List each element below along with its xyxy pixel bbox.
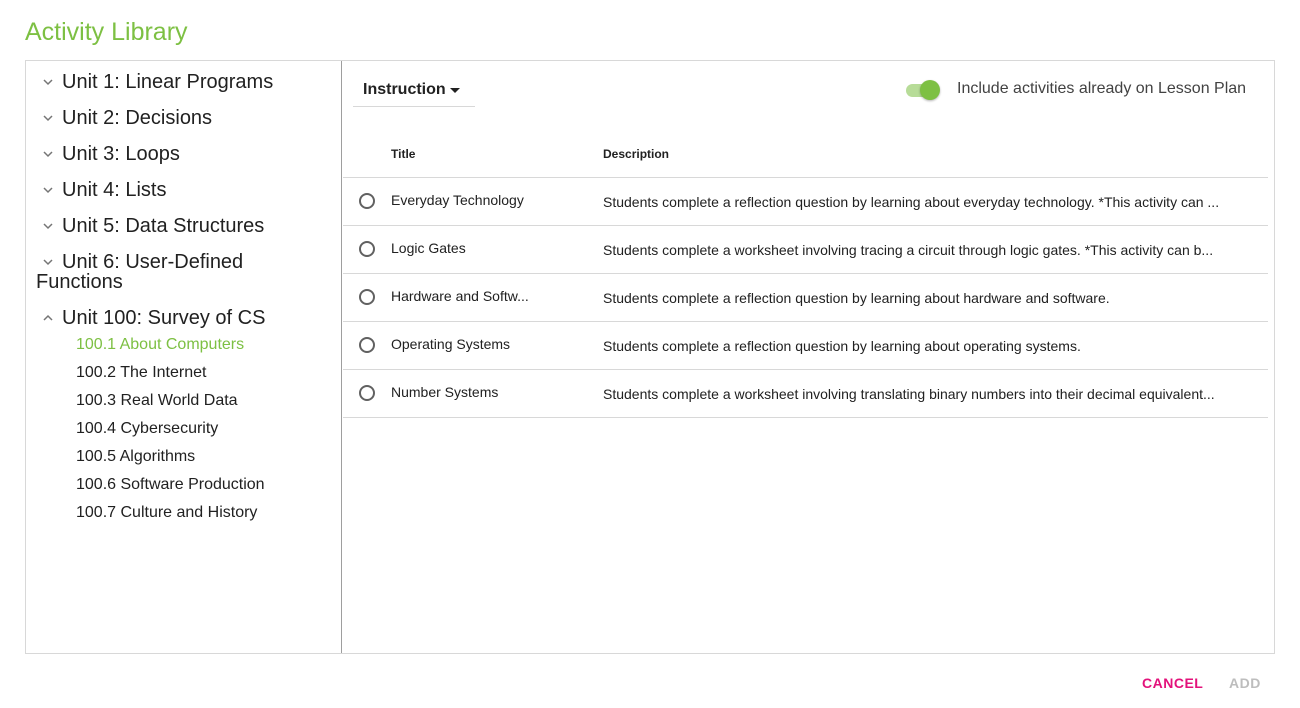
- sidebar-lesson-100-1[interactable]: 100.1 About Computers: [76, 336, 245, 353]
- radio-unchecked-icon[interactable]: [359, 385, 375, 401]
- column-header-title[interactable]: Title: [391, 147, 416, 161]
- activity-list-panel: [343, 61, 1275, 653]
- add-button[interactable]: ADD: [1229, 675, 1261, 691]
- radio-unchecked-icon[interactable]: [359, 289, 375, 305]
- chevron-down-icon: [42, 184, 54, 196]
- sidebar-lesson-100-3[interactable]: 100.3 Real World Data: [76, 392, 238, 409]
- sidebar-unit-label: Unit 2: Decisions: [62, 107, 213, 129]
- sidebar-lesson-100-4[interactable]: 100.4 Cybersecurity: [76, 420, 219, 437]
- chevron-down-icon: [42, 220, 54, 232]
- toggle-thumb: [920, 80, 940, 100]
- unit-sidebar: [26, 61, 342, 653]
- caret-down-icon: [450, 88, 460, 93]
- dialog-title: Activity Library: [25, 18, 188, 46]
- sidebar-unit-label-continued: Functions: [36, 271, 123, 293]
- activity-description: Students complete a worksheet involving translating binary numbers into their decimal equivalent...: [603, 386, 1215, 402]
- sidebar-unit-label: Unit 5: Data Structures: [62, 215, 265, 237]
- sidebar-unit-label: Unit 3: Loops: [62, 143, 180, 165]
- activity-title: Logic Gates: [391, 240, 466, 256]
- sidebar-unit-6[interactable]: [36, 252, 336, 292]
- chevron-down-icon: [42, 112, 54, 124]
- activity-description: Students complete a worksheet involving tracing a circuit through logic gates. *This activity can b...: [603, 242, 1214, 258]
- chevron-down-icon: [42, 256, 54, 268]
- include-existing-toggle[interactable]: [904, 79, 942, 101]
- activity-table: [343, 131, 1268, 418]
- sidebar-lesson-100-6[interactable]: 100.6 Software Production: [76, 476, 265, 493]
- cancel-button[interactable]: CANCEL: [1142, 675, 1204, 691]
- chevron-down-icon: [42, 148, 54, 160]
- activity-description: Students complete a reflection question by learning about hardware and software.: [603, 290, 1110, 306]
- table-header: [343, 131, 1268, 178]
- activity-description: Students complete a reflection question by learning about operating systems.: [603, 338, 1081, 354]
- table-row[interactable]: [343, 274, 1268, 322]
- sidebar-unit-label: Unit 6: User-Defined: [62, 251, 244, 273]
- chevron-down-icon: [42, 76, 54, 88]
- table-row[interactable]: [343, 322, 1268, 370]
- chevron-up-icon: [42, 312, 54, 324]
- include-existing-label: Include activities already on Lesson Plan: [957, 80, 1247, 97]
- sidebar-unit-label: Unit 100: Survey of CS: [62, 307, 266, 329]
- radio-unchecked-icon[interactable]: [359, 241, 375, 257]
- sidebar-lesson-100-5[interactable]: 100.5 Algorithms: [76, 448, 196, 465]
- activity-description: Students complete a reflection question by learning about everyday technology. *This activity can ...: [603, 194, 1220, 210]
- sidebar-lesson-100-7[interactable]: 100.7 Culture and History: [76, 504, 258, 521]
- sidebar-unit-label: Unit 1: Linear Programs: [62, 71, 274, 93]
- radio-unchecked-icon[interactable]: [359, 193, 375, 209]
- activity-title: Number Systems: [391, 384, 499, 400]
- table-row[interactable]: [343, 178, 1268, 226]
- sidebar-lesson-100-2[interactable]: 100.2 The Internet: [76, 364, 207, 381]
- library-panel: [25, 60, 1275, 654]
- activity-type-value: Instruction: [363, 81, 446, 98]
- column-header-description[interactable]: Description: [603, 147, 670, 161]
- sidebar-unit-label: Unit 4: Lists: [62, 179, 167, 201]
- table-row[interactable]: [343, 370, 1268, 418]
- activity-title: Hardware and Softw...: [391, 288, 529, 304]
- activity-title: Everyday Technology: [391, 192, 524, 208]
- radio-unchecked-icon[interactable]: [359, 337, 375, 353]
- activity-type-select[interactable]: [353, 75, 475, 107]
- table-row[interactable]: [343, 226, 1268, 274]
- activity-title: Operating Systems: [391, 336, 511, 352]
